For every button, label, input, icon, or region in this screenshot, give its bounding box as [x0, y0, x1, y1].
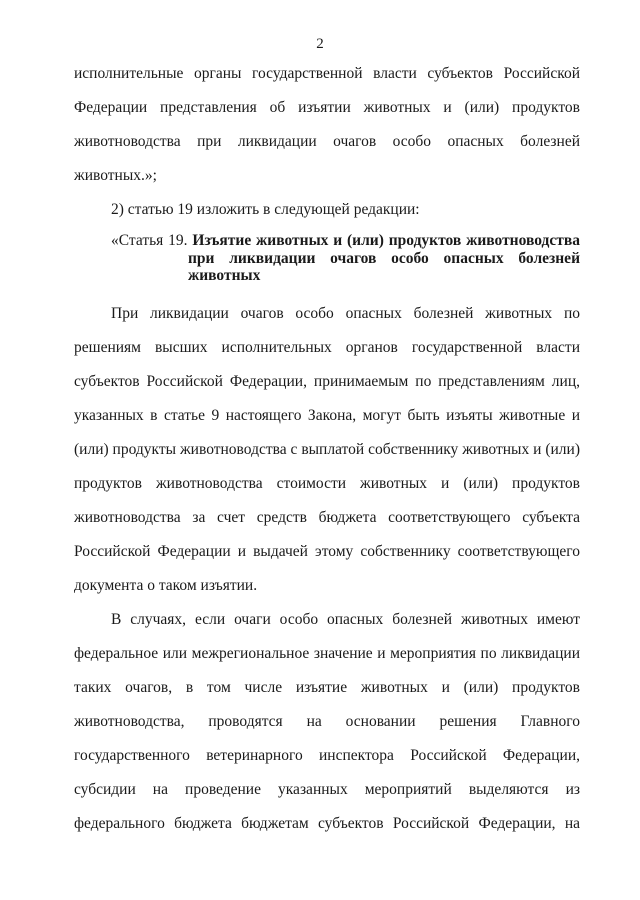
- text-line: исполнительные органы государственной власти субъектов Российской: [74, 65, 580, 82]
- text-line: субъектов Российской Федерации, принимаемым по представлениям лиц,: [74, 373, 580, 390]
- page-number: 2: [316, 36, 324, 52]
- article-heading-line-3: животных: [188, 267, 261, 284]
- text-line: государственного ветеринарного инспектора Российской Федерации,: [74, 747, 580, 764]
- text-line: животных.»;: [74, 167, 157, 184]
- text-line: Федерации представления об изъятии животных и (или) продуктов: [74, 99, 580, 116]
- text-line: субсидии на проведение указанных мероприятий выделяются из: [74, 781, 580, 798]
- text-line: При ликвидации очагов особо опасных болезней животных по: [111, 305, 580, 322]
- article-heading-line-1: [111, 232, 580, 250]
- text-line: федерального бюджета бюджетам субъектов Российской Федерации, на: [74, 815, 580, 832]
- text-line: Российской Федерации и выдачей этому собственнику соответствующего: [74, 543, 580, 560]
- text-line: животноводства при ликвидации очагов особо опасных болезней: [74, 133, 580, 150]
- text-line: В случаях, если очаги особо опасных болезней животных имеют: [111, 611, 580, 628]
- article-heading-title: Изъятие животных и (или) продуктов животноводства: [192, 232, 580, 249]
- text-line: таких очагов, в том числе изъятие животных и (или) продуктов: [74, 679, 580, 696]
- text-line: федеральное или межрегиональное значение и мероприятия по ликвидации: [74, 645, 580, 662]
- text-line: решениям высших исполнительных органов государственной власти: [74, 339, 580, 356]
- text-line: животноводства, проводятся на основании решения Главного: [74, 713, 580, 730]
- article-heading-prefix: «Статья 19.: [111, 232, 188, 249]
- text-line: продуктов животноводства стоимости животных и (или) продуктов: [74, 475, 580, 492]
- text-line: документа о таком изъятии.: [74, 577, 258, 594]
- article-heading-line-2: при ликвидации очагов особо опасных болезней: [188, 250, 580, 267]
- text-line: указанных в статье 9 настоящего Закона, могут быть изъяты животные и: [74, 407, 580, 424]
- text-line: животноводства за счет средств бюджета соответствующего субъекта: [74, 509, 580, 526]
- list-item-2: 2) статью 19 изложить в следующей редакции:: [111, 201, 420, 218]
- text-line: (или) продукты животноводства с выплатой собственнику животных и (или): [74, 441, 580, 458]
